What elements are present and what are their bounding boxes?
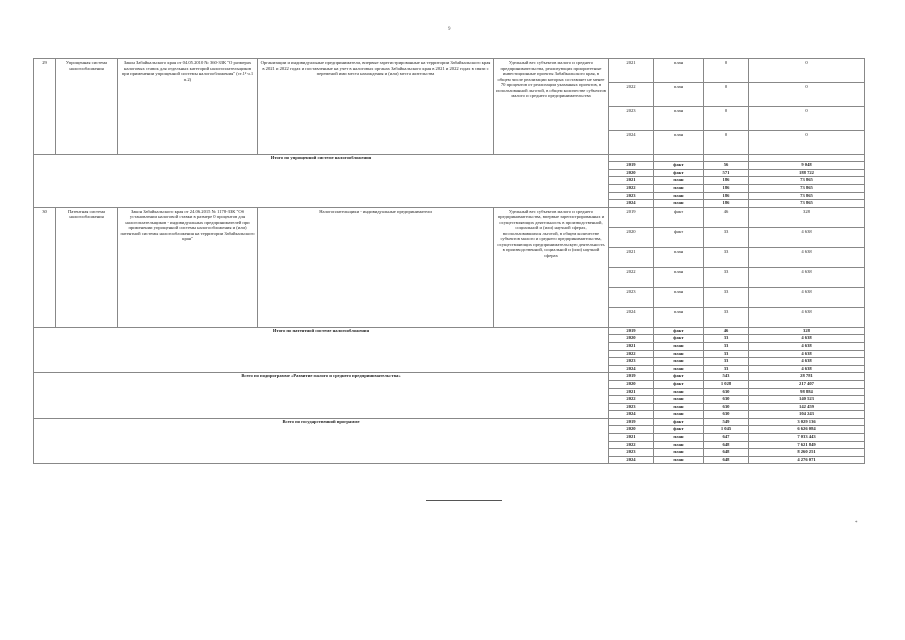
amount-cell: 4 638 bbox=[749, 247, 865, 267]
empty-cell bbox=[749, 155, 865, 162]
type-cell: факт bbox=[654, 162, 704, 170]
amount-cell: 8 260 251 bbox=[749, 449, 865, 457]
type-cell: план bbox=[654, 184, 704, 192]
year-cell: 2022 bbox=[609, 184, 654, 192]
count-cell: 33 bbox=[704, 365, 749, 373]
category-cell: Организации и индивидуальные предприниматели, впервые зарегистрированные на территории Забайкальского края в 2021 и 2022 годах и поставленные на учет в налоговых органах Забайкальского края в 2021 и 2022 годах в связи с переменой ими места нахождения и (или) места жительства bbox=[258, 59, 494, 155]
type-cell: план bbox=[654, 192, 704, 200]
year-cell: 2020 bbox=[609, 426, 654, 434]
amount-cell: 4 638 bbox=[749, 335, 865, 343]
count-cell: 630 bbox=[704, 411, 749, 419]
year-cell: 2022 bbox=[609, 267, 654, 287]
amount-cell: 140 523 bbox=[749, 396, 865, 404]
amount-cell: 6 626 084 bbox=[749, 426, 865, 434]
number-cell: 30 bbox=[34, 207, 56, 327]
type-cell: план bbox=[654, 441, 704, 449]
year-cell: 2023 bbox=[609, 449, 654, 457]
type-cell: факт bbox=[654, 380, 704, 388]
year-cell: 2022 bbox=[609, 396, 654, 404]
amount-cell: 9 048 bbox=[749, 162, 865, 170]
type-cell: факт bbox=[654, 418, 704, 426]
total-label-cell: Всего по государственной программе bbox=[34, 418, 609, 464]
year-cell: 2020 bbox=[609, 335, 654, 343]
tax-name-cell: Патентная система налогообложения bbox=[56, 207, 118, 327]
year-cell: 2023 bbox=[609, 287, 654, 307]
type-cell: факт bbox=[654, 373, 704, 381]
year-cell: 2023 bbox=[609, 358, 654, 366]
amount-cell: 188 722 bbox=[749, 169, 865, 177]
count-cell: 33 bbox=[704, 247, 749, 267]
year-cell: 2020 bbox=[609, 169, 654, 177]
count-cell: 648 bbox=[704, 456, 749, 464]
year-cell: 2019 bbox=[609, 327, 654, 335]
type-cell: план bbox=[654, 411, 704, 419]
type-cell: план bbox=[654, 59, 704, 83]
law-cell: Закон Забайкальского края от 24.06.2015 № 1178-ЗЗК "Об установлении налоговой ставки в размере 0 процентов для налогоплательщиков - индивидуальных предпринимателей при применении упрощенной системы налогообложения и (или) патентной системы налогообложения на территории Забайкальского края" bbox=[118, 207, 258, 327]
year-cell: 2024 bbox=[609, 456, 654, 464]
empty-cell bbox=[609, 155, 654, 162]
amount-cell: 73 865 bbox=[749, 177, 865, 185]
type-cell: план bbox=[654, 267, 704, 287]
corner-mark: * bbox=[855, 521, 858, 526]
table-row bbox=[34, 155, 865, 162]
amount-cell: 4 638 bbox=[749, 365, 865, 373]
year-cell: 2019 bbox=[609, 373, 654, 381]
count-cell: 56 bbox=[704, 162, 749, 170]
count-cell: 1 028 bbox=[704, 380, 749, 388]
type-cell: план bbox=[654, 358, 704, 366]
type-cell: факт bbox=[654, 426, 704, 434]
amount-cell: 73 865 bbox=[749, 200, 865, 208]
count-cell: 647 bbox=[704, 434, 749, 442]
count-cell: 33 bbox=[704, 227, 749, 247]
type-cell: план bbox=[654, 177, 704, 185]
amount-cell: 3 029 136 bbox=[749, 418, 865, 426]
amount-cell: 0 bbox=[749, 131, 865, 155]
number-cell: 29 bbox=[34, 59, 56, 155]
count-cell: 630 bbox=[704, 388, 749, 396]
type-cell: план bbox=[654, 434, 704, 442]
year-cell: 2021 bbox=[609, 177, 654, 185]
count-cell: 543 bbox=[704, 373, 749, 381]
year-cell: 2019 bbox=[609, 162, 654, 170]
total-usn-block bbox=[34, 155, 865, 208]
year-cell: 2020 bbox=[609, 380, 654, 388]
type-cell: факт bbox=[654, 207, 704, 227]
count-cell: 33 bbox=[704, 358, 749, 366]
amount-cell: 73 865 bbox=[749, 192, 865, 200]
count-cell: 46 bbox=[704, 327, 749, 335]
count-cell: 33 bbox=[704, 335, 749, 343]
count-cell: 33 bbox=[704, 350, 749, 358]
empty-cell bbox=[654, 155, 704, 162]
year-cell: 2022 bbox=[609, 83, 654, 107]
year-cell: 2024 bbox=[609, 365, 654, 373]
type-cell: план bbox=[654, 131, 704, 155]
type-cell: план bbox=[654, 365, 704, 373]
count-cell: 1 045 bbox=[704, 426, 749, 434]
year-cell: 2023 bbox=[609, 403, 654, 411]
table-row bbox=[34, 59, 865, 83]
table-row bbox=[34, 418, 865, 426]
indicator-cell: Удельный вес субъектов малого и среднего предпринимательства, реализующих приоритетные инвестиционные проекты Забайкальского края, в общем числе реализации которых составляет не менее 70 процентов от реализации указанных проектов, в использованной льготой, в общем количестве субъектов малого и среднего предпринимательства bbox=[494, 59, 609, 155]
count-cell: 186 bbox=[704, 177, 749, 185]
type-cell: факт bbox=[654, 335, 704, 343]
amount-cell: 0 bbox=[749, 107, 865, 131]
type-cell: план bbox=[654, 350, 704, 358]
count-cell: 0 bbox=[704, 131, 749, 155]
count-cell: 630 bbox=[704, 403, 749, 411]
amount-cell: 4 638 bbox=[749, 227, 865, 247]
year-cell: 2022 bbox=[609, 350, 654, 358]
type-cell: план bbox=[654, 247, 704, 267]
year-cell: 2019 bbox=[609, 207, 654, 227]
amount-cell: 0 bbox=[749, 83, 865, 107]
empty-cell bbox=[704, 155, 749, 162]
year-cell: 2024 bbox=[609, 131, 654, 155]
table-row bbox=[34, 207, 865, 227]
category-cell: Налогоплательщики - индивидуальные предприниматели bbox=[258, 207, 494, 327]
count-cell: 186 bbox=[704, 184, 749, 192]
count-cell: 33 bbox=[704, 342, 749, 350]
type-cell: план bbox=[654, 449, 704, 457]
count-cell: 571 bbox=[704, 169, 749, 177]
row30-block bbox=[34, 207, 865, 327]
amount-cell: 28 781 bbox=[749, 373, 865, 381]
amount-cell: 328 bbox=[749, 207, 865, 227]
year-cell: 2021 bbox=[609, 247, 654, 267]
count-cell: 0 bbox=[704, 59, 749, 83]
count-cell: 33 bbox=[704, 267, 749, 287]
year-cell: 2024 bbox=[609, 307, 654, 327]
type-cell: план bbox=[654, 107, 704, 131]
type-cell: факт bbox=[654, 227, 704, 247]
type-cell: план bbox=[654, 403, 704, 411]
year-cell: 2020 bbox=[609, 227, 654, 247]
total-subprogram-block bbox=[34, 373, 865, 419]
amount-cell: 4 638 bbox=[749, 287, 865, 307]
count-cell: 186 bbox=[704, 200, 749, 208]
total-psn-block bbox=[34, 327, 865, 373]
type-cell: план bbox=[654, 342, 704, 350]
amount-cell: 4 638 bbox=[749, 342, 865, 350]
amount-cell: 4 638 bbox=[749, 350, 865, 358]
amount-cell: 73 865 bbox=[749, 184, 865, 192]
count-cell: 648 bbox=[704, 449, 749, 457]
year-cell: 2023 bbox=[609, 192, 654, 200]
law-cell: Закон Забайкальского края от 04.05.2010 № 360-ЗЗК "О размерах налоговых ставок для отдельных категорий налогоплательщиков при применении упрощенной системы налогообложения" (ст.1² ч.1 п.2) bbox=[118, 59, 258, 155]
total-label-cell: Всего по подпрограмме «Развитие малого и среднего предпринимательства» bbox=[34, 373, 609, 419]
type-cell: факт bbox=[654, 327, 704, 335]
total-label-cell: Итого по упрощенной системе налогообложения bbox=[34, 155, 609, 208]
year-cell: 2021 bbox=[609, 342, 654, 350]
table-row bbox=[34, 373, 865, 381]
type-cell: план bbox=[654, 83, 704, 107]
count-cell: 630 bbox=[704, 396, 749, 404]
count-cell: 46 bbox=[704, 207, 749, 227]
count-cell: 0 bbox=[704, 83, 749, 107]
total-program-block bbox=[34, 418, 865, 464]
amount-cell: 217 407 bbox=[749, 380, 865, 388]
year-cell: 2023 bbox=[609, 107, 654, 131]
amount-cell: 4 638 bbox=[749, 307, 865, 327]
type-cell: план bbox=[654, 456, 704, 464]
amount-cell: 142 459 bbox=[749, 403, 865, 411]
type-cell: план bbox=[654, 307, 704, 327]
count-cell: 186 bbox=[704, 192, 749, 200]
type-cell: план bbox=[654, 388, 704, 396]
tax-name-cell: Упрощенная система налогообложения bbox=[56, 59, 118, 155]
year-cell: 2021 bbox=[609, 59, 654, 83]
count-cell: 33 bbox=[704, 287, 749, 307]
type-cell: план bbox=[654, 200, 704, 208]
tax-benefits-table bbox=[33, 58, 865, 464]
count-cell: 549 bbox=[704, 418, 749, 426]
amount-cell: 4 276 071 bbox=[749, 456, 865, 464]
indicator-cell: Удельный вес субъектов малого и среднего предпринимательства, впервые зарегистрированных и осуществляющих деятельность в производственной, социальной и (или) научной сферах, воспользовавшихся льготой, в общем количестве субъектов малого и среднего предпринимательства, осуществляющих предпринимательскую деятельность в производственной, социальной и (или) научной сферах bbox=[494, 207, 609, 327]
year-cell: 2024 bbox=[609, 200, 654, 208]
type-cell: план bbox=[654, 396, 704, 404]
amount-cell: 98 884 bbox=[749, 388, 865, 396]
year-cell: 2019 bbox=[609, 418, 654, 426]
amount-cell: 4 638 bbox=[749, 267, 865, 287]
amount-cell: 7 621 849 bbox=[749, 441, 865, 449]
year-cell: 2021 bbox=[609, 434, 654, 442]
table-row bbox=[34, 327, 865, 335]
year-cell: 2024 bbox=[609, 411, 654, 419]
amount-cell: 4 638 bbox=[749, 358, 865, 366]
year-cell: 2021 bbox=[609, 388, 654, 396]
footnote-separator bbox=[426, 500, 502, 501]
type-cell: план bbox=[654, 287, 704, 307]
row29-block bbox=[34, 59, 865, 155]
count-cell: 33 bbox=[704, 307, 749, 327]
amount-cell: 0 bbox=[749, 59, 865, 83]
amount-cell: 328 bbox=[749, 327, 865, 335]
count-cell: 648 bbox=[704, 441, 749, 449]
amount-cell: 7 033 443 bbox=[749, 434, 865, 442]
type-cell: факт bbox=[654, 169, 704, 177]
amount-cell: 104 243 bbox=[749, 411, 865, 419]
total-label-cell: Итого по патентной системе налогообложения bbox=[34, 327, 609, 373]
page-number: 9 bbox=[448, 27, 451, 32]
count-cell: 0 bbox=[704, 107, 749, 131]
year-cell: 2022 bbox=[609, 441, 654, 449]
